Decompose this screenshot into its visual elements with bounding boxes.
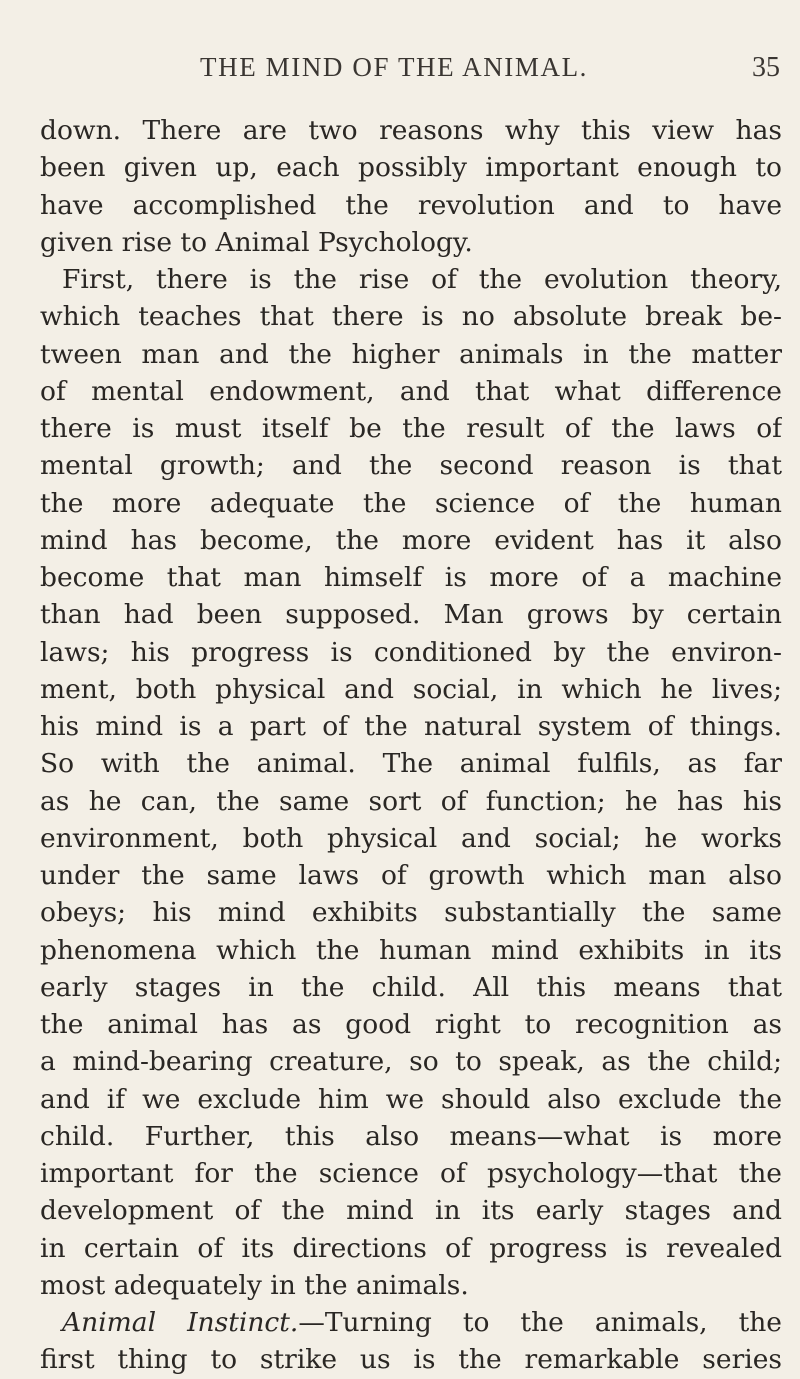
text-line: been given up, each possibly important enough to bbox=[40, 152, 782, 184]
text-line: the more adequate the science of the human bbox=[40, 487, 782, 519]
text-line: First, there is the rise of the evolution theory, bbox=[62, 264, 782, 295]
text-line: ment, both physical and social, in which he lives; bbox=[40, 673, 782, 705]
text-line: important for the science of psychology—that the bbox=[40, 1158, 782, 1189]
text-line: down. There are two reasons why this view has bbox=[40, 115, 782, 146]
text-line: a mind-bearing creature, so to speak, as the child; bbox=[40, 1046, 782, 1078]
text-line: than had been supposed. Man grows by certain bbox=[40, 599, 782, 631]
text-line: environment, both physical and social; he works bbox=[40, 822, 782, 854]
text-line: his mind is a part of the natural system of things. bbox=[40, 711, 782, 742]
section-line bbox=[40, 1304, 782, 1341]
text-line: mental growth; and the second reason is that bbox=[40, 450, 782, 482]
text-line: first thing to strike us is the remarkable series bbox=[40, 1344, 782, 1376]
text-line: as he can, the same sort of function; he has his bbox=[40, 785, 782, 817]
body-text bbox=[40, 112, 782, 1379]
text-line: under the same laws of growth which man also bbox=[40, 860, 782, 891]
text-line: early stages in the child. All this means that bbox=[40, 971, 782, 1003]
section-text: —Turning to the animals, the bbox=[298, 1307, 782, 1338]
running-head: THE MIND OF THE ANIMAL. bbox=[200, 52, 589, 82]
text-line: there is must itself be the result of the laws of bbox=[40, 413, 782, 444]
text-line: laws; his progress is conditioned by the environ- bbox=[40, 636, 782, 668]
text-line: phenomena which the human mind exhibits in its bbox=[40, 934, 782, 966]
page-number: 35 bbox=[752, 52, 780, 83]
text-line: development of the mind in its early stages and bbox=[40, 1195, 782, 1227]
text-line: most adequately in the animals. bbox=[40, 1269, 469, 1301]
text-line: of mental endowment, and that what difference bbox=[40, 375, 782, 407]
text-line: obeys; his mind exhibits substantially the same bbox=[40, 897, 782, 929]
section-heading: Animal Instinct. bbox=[62, 1307, 299, 1338]
page-header bbox=[40, 52, 780, 92]
text-line: mind has become, the more evident has it also bbox=[40, 524, 782, 556]
text-line: child. Further, this also means—what is more bbox=[40, 1120, 782, 1152]
text-line: in certain of its directions of progress is revealed bbox=[40, 1232, 782, 1264]
text-line: become that man himself is more of a machine bbox=[40, 562, 782, 593]
text-line: have accomplished the revolution and to have bbox=[40, 189, 782, 221]
text-line: which teaches that there is no absolute break be- bbox=[40, 301, 782, 333]
text-line: and if we exclude him we should also exclude the bbox=[40, 1083, 782, 1115]
text-line: given rise to Animal Psychology. bbox=[40, 226, 473, 258]
text-line: tween man and the higher animals in the matter bbox=[40, 338, 782, 370]
text-line: So with the animal. The animal fulfils, as far bbox=[40, 748, 782, 780]
text-line: the animal has as good right to recognition as bbox=[40, 1009, 782, 1040]
